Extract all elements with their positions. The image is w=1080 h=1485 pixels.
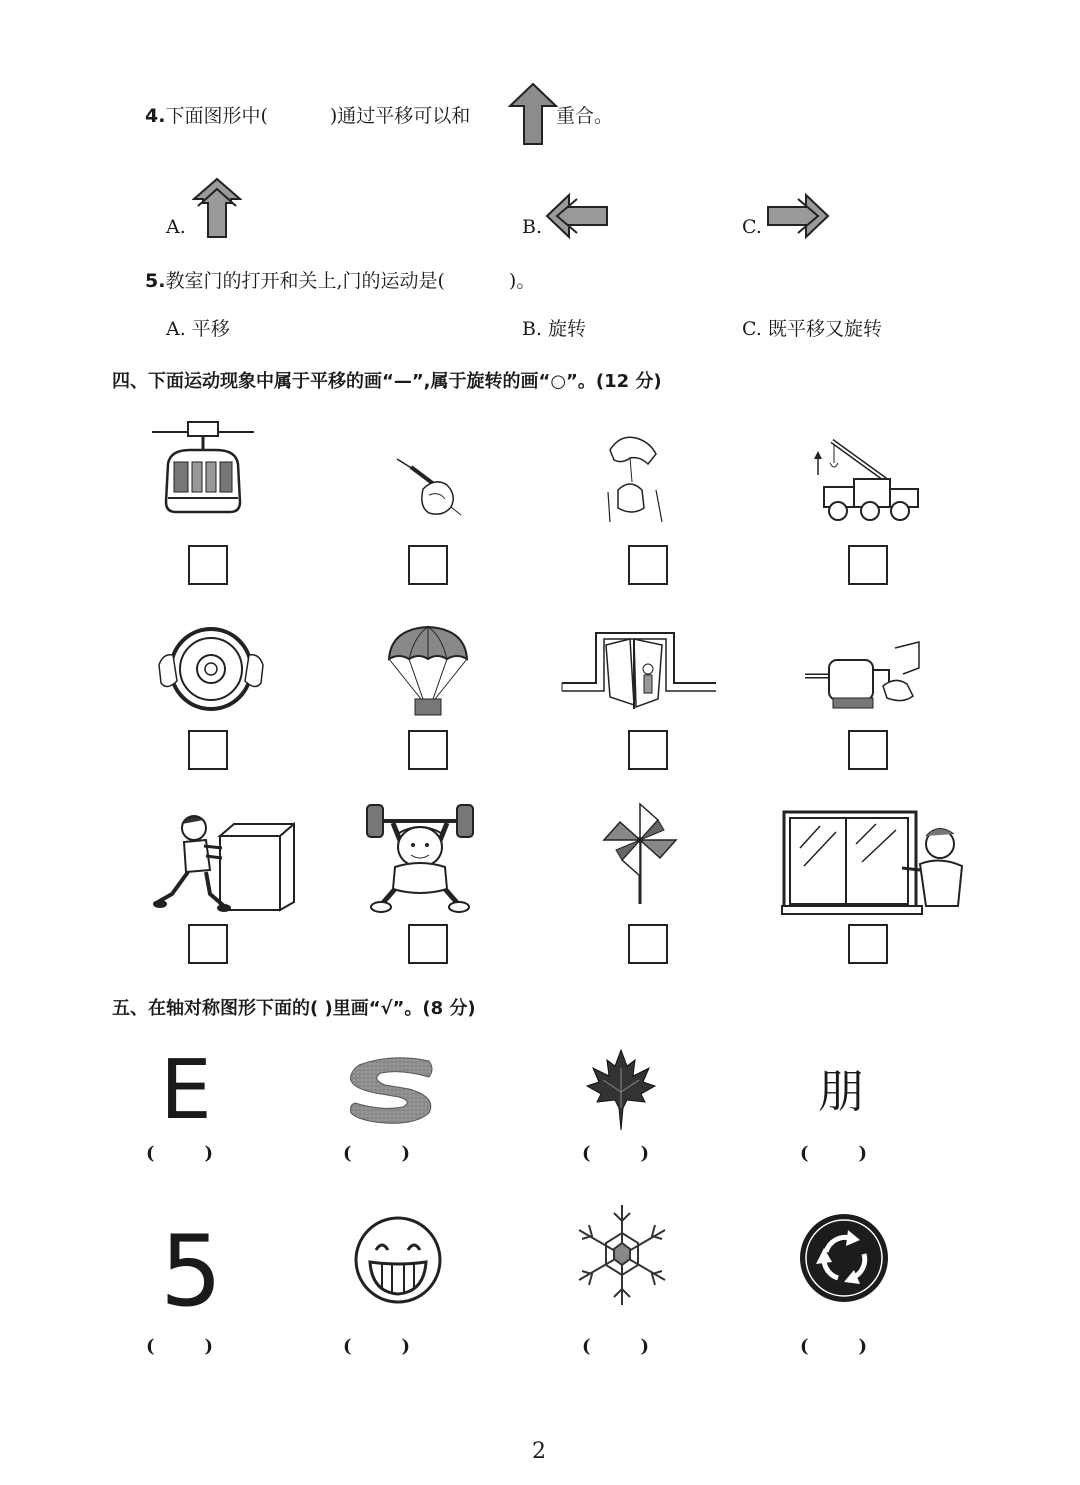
maple-leaf-icon [585,1048,657,1132]
answer-paren-5[interactable]: ( ) [146,1336,214,1357]
answer-box-12[interactable] [848,924,888,964]
answer-box-3[interactable] [628,545,668,585]
crane-truck-icon [810,435,922,523]
q4-text-end: 重合。 [556,105,614,127]
answer-box-7[interactable] [628,730,668,770]
page-number: 2 [532,1439,546,1464]
answer-box-5[interactable] [188,730,228,770]
tea-bag-hand-icon [600,430,670,525]
q4-text-before: 下面图形中( [165,105,268,127]
pencil-sharpener-icon [803,640,923,712]
double-up-arrow-icon[interactable] [192,177,242,239]
q5-option-a[interactable]: A. 平移 [166,318,230,340]
q4-number: 4. [145,105,166,127]
sliding-window-icon [780,808,970,918]
answer-box-1[interactable] [188,545,228,585]
answer-box-2[interactable] [408,545,448,585]
answer-paren-4[interactable]: ( ) [800,1143,868,1164]
steering-wheel-icon [155,625,267,715]
character-peng-icon: 朋 [818,1064,864,1118]
weightlifter-icon [365,793,475,915]
answer-box-11[interactable] [628,924,668,964]
double-right-arrow-icon[interactable] [766,193,830,239]
answer-box-4[interactable] [848,545,888,585]
q5-stem [145,266,535,293]
boy-pushing-box-icon [150,810,295,915]
q4-option-a[interactable]: A. [166,216,186,238]
q5-option-c[interactable]: C. 既平移又旋转 [742,318,882,340]
letter-e-icon: E [160,1043,212,1138]
cable-car-icon [150,418,256,518]
answer-box-6[interactable] [408,730,448,770]
answer-paren-8[interactable]: ( ) [800,1336,868,1357]
answer-box-8[interactable] [848,730,888,770]
q4-option-b[interactable]: B. [522,216,543,238]
answer-paren-2[interactable]: ( ) [343,1143,411,1164]
section4-title: 四、下面运动现象中属于平移的画“—”,属于旋转的画“○”。(12 分) [112,371,662,392]
answer-box-9[interactable] [188,924,228,964]
q4-reference-arrow-icon [508,82,558,146]
answer-paren-6[interactable]: ( ) [343,1336,411,1357]
pinwheel-icon [600,800,680,908]
answer-paren-3[interactable]: ( ) [582,1143,650,1164]
q5-number: 5. [145,270,166,292]
q5-option-b[interactable]: B. 旋转 [522,318,587,340]
answer-paren-7[interactable]: ( ) [582,1336,650,1357]
snowflake-icon [574,1203,670,1307]
section5-title: 五、在轴对称图形下面的( )里画“√”。(8 分) [112,998,476,1019]
revolving-door-icon [560,625,720,715]
q4-option-c[interactable]: C. [742,216,762,238]
parachute-icon [385,625,471,717]
answer-box-10[interactable] [408,924,448,964]
q5-text-end: )。 [508,270,536,292]
s-logo-icon [345,1055,437,1125]
q4-text-after: )通过平移可以和 [329,105,471,127]
double-left-arrow-icon[interactable] [545,193,609,239]
roundabout-sign-icon [798,1212,890,1304]
q5-text: 教室门的打开和关上,门的运动是( [165,270,445,292]
digit-five-icon: 5 [160,1215,223,1329]
grinning-face-icon [352,1214,444,1306]
syringe-hand-icon [395,455,465,520]
q4-stem [145,101,470,128]
answer-paren-1[interactable]: ( ) [146,1143,214,1164]
